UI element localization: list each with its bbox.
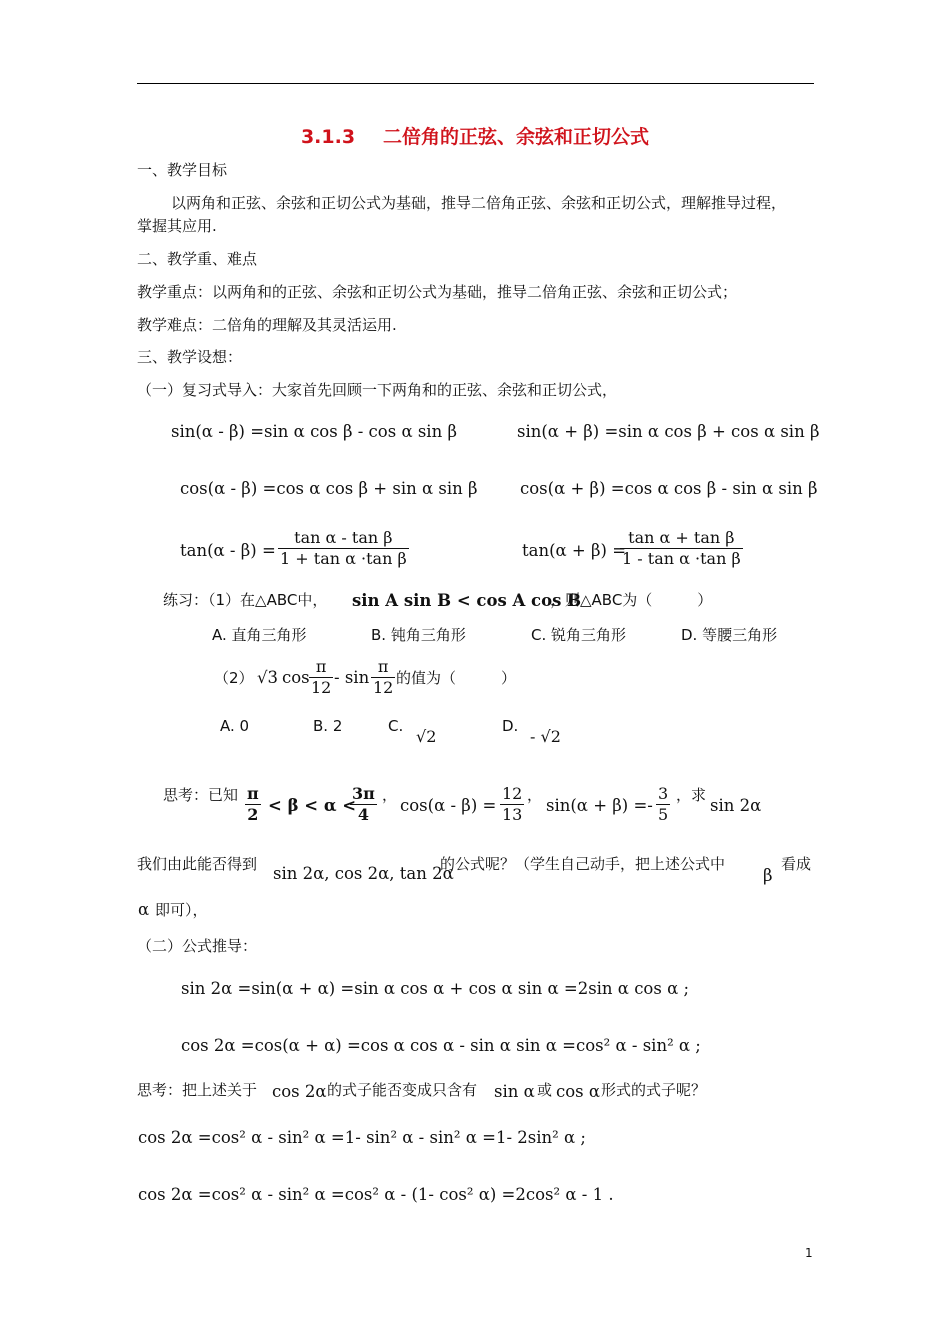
think1-pi-over-2 — [245, 784, 261, 825]
think2-line1: cos 2α =cos² α - sin² α =1- sin² α - sin² α =1- 2sin² α ; — [138, 1128, 586, 1147]
frac2-numerator: π — [377, 657, 389, 676]
n3-numerator: 3 — [658, 784, 669, 803]
formula-sin-minus: sin(α - β) =sin α cos β - cos α sin β — [171, 422, 457, 441]
think2-cosa: cos α — [556, 1082, 601, 1101]
exercise2-sqrt3: √3 — [257, 668, 279, 687]
exercise1-suffix: ，则△ABC为（ ） — [550, 591, 713, 609]
exercise1-option-b: B. 钝角三角形 — [371, 626, 466, 644]
think1-12-over-13 — [500, 784, 524, 825]
header-rule — [137, 83, 814, 84]
exercise2-option-c-value: √2 — [416, 727, 437, 746]
bridge-text-b: 的公式呢？（学生自己动手，把上述公式中 — [440, 855, 726, 873]
bridge-text-d: 即可）， — [155, 901, 208, 919]
bridge-alpha: α — [138, 900, 150, 919]
page-title — [0, 124, 950, 150]
threepi-numerator: 3π — [352, 784, 375, 803]
sec1-heading: 一、教学目标 — [137, 161, 228, 179]
think2-sina: sin α — [494, 1082, 535, 1101]
formula-cos-plus: cos(α + β) =cos α cos β - sin α sin β — [520, 479, 818, 498]
formula-tan-minus-lhs: tan(α - β) = — [180, 541, 276, 560]
tan-minus-denominator: 1 + tan α ·tan β — [280, 549, 407, 568]
exercise1-option-c: C. 锐角三角形 — [531, 626, 627, 644]
pi-numerator: π — [247, 784, 259, 803]
sec1-para1: 以两角和正弦、余弦和正切公式为基础，推导二倍角正弦、余弦和正切公式，理解推导过程， — [171, 194, 787, 212]
bridge-text-c: 看成 — [781, 855, 812, 873]
formula-tan-plus-frac — [620, 528, 743, 569]
exercise2-frac1 — [309, 657, 333, 698]
derive-heading: （二）公式推导： — [137, 937, 258, 955]
think2-text-a: 思考：把上述关于 — [137, 1081, 258, 1099]
exercise2-label: （2） — [214, 669, 254, 687]
two-denominator: 2 — [245, 804, 261, 825]
derive-sin2a: sin 2α =sin(α + α) =sin α cos α + cos α sin α =2sin α cos α ; — [181, 979, 690, 998]
think1-3pi-over-4 — [350, 784, 377, 825]
think1-ask: ，求 — [676, 786, 707, 804]
formula-tan-plus-lhs: tan(α + β) = — [522, 541, 627, 560]
exercise2-option-d-value: - √2 — [530, 727, 561, 746]
exercise1-option-a: A. 直角三角形 — [212, 626, 307, 644]
think1-comma2: ， — [527, 786, 543, 804]
exercise1-expression: sin A sin B < cos A cos B — [352, 591, 582, 610]
think2-cos2a: cos 2α — [272, 1082, 327, 1101]
n5-denominator: 5 — [658, 805, 669, 824]
sec1-para2: 掌握其应用. — [137, 217, 217, 235]
four-denominator: 4 — [350, 804, 377, 825]
frac1-numerator: π — [315, 657, 327, 676]
sec3-heading: 三、教学设想： — [137, 348, 243, 366]
exercise1-option-d: D. 等腰三角形 — [681, 626, 778, 644]
bridge-beta: β — [763, 866, 773, 885]
exercise2-suffix: 的值为（ ） — [396, 669, 517, 687]
sec2-difficulty: 教学难点：二倍角的理解及其灵活运用. — [137, 316, 397, 334]
think1-sin-lhs: sin(α + β) =- — [546, 796, 653, 815]
n13-denominator: 13 — [502, 805, 523, 824]
sec2-heading: 二、教学重、难点 — [137, 250, 258, 268]
think1-target: sin 2α — [710, 796, 762, 815]
exercise2-option-b: B. 2 — [313, 717, 343, 735]
tan-minus-numerator: tan α - tan β — [294, 528, 393, 547]
title-number: 3.1.3 — [300, 126, 356, 148]
formula-sin-plus: sin(α + β) =sin α cos β + cos α sin β — [517, 422, 820, 441]
n12-numerator: 12 — [502, 784, 523, 803]
formula-tan-minus-frac — [278, 528, 409, 569]
think2-text-b: 的式子能否变成只含有 — [327, 1081, 478, 1099]
page-number: 1 — [805, 1246, 813, 1260]
derive-cos2a: cos 2α =cos(α + α) =cos α cos α - sin α sin α =cos² α - sin² α ; — [181, 1036, 701, 1055]
think2-text-d: 形式的式子呢？ — [601, 1081, 707, 1099]
think1-comma1: ， — [382, 786, 398, 804]
think1-cos-lhs: cos(α - β) = — [400, 796, 497, 815]
bridge-text-a: 我们由此能否得到 — [137, 855, 258, 873]
frac2-denominator: 12 — [373, 678, 394, 697]
bridge-expression: sin 2α, cos 2α, tan 2α — [273, 864, 454, 883]
exercise2-frac2 — [371, 657, 395, 698]
exercise2-option-a: A. 0 — [220, 717, 250, 735]
exercise2-cos: cos — [282, 668, 310, 687]
think1-prefix: 思考：已知 — [163, 786, 239, 804]
exercise2-minus-sin: - sin — [334, 668, 370, 687]
tan-plus-numerator: tan α + tan β — [628, 528, 735, 547]
think1-3-over-5 — [656, 784, 670, 825]
think2-line2: cos 2α =cos² α - sin² α =cos² α - (1- cos² α) =2cos² α - 1 . — [138, 1185, 614, 1204]
title-text: 二倍角的正弦、余弦和正切公式 — [383, 126, 650, 148]
formula-cos-minus: cos(α - β) =cos α cos β + sin α sin β — [180, 479, 478, 498]
tan-plus-denominator: 1 - tan α ·tan β — [622, 549, 741, 568]
frac1-denominator: 12 — [311, 678, 332, 697]
think1-inequality: < β < α < — [268, 796, 357, 815]
sec3-intro: （一）复习式导入：大家首先回顾一下两角和的正弦、余弦和正切公式， — [137, 381, 618, 399]
exercise1-prefix: 练习：（1）在△ABC中， — [163, 591, 328, 609]
sec2-key: 教学重点：以两角和的正弦、余弦和正切公式为基础，推导二倍角正弦、余弦和正切公式； — [137, 283, 738, 301]
think2-text-c: 或 — [537, 1081, 553, 1099]
exercise2-option-d: D. — [502, 717, 519, 735]
exercise2-option-c: C. — [388, 717, 404, 735]
